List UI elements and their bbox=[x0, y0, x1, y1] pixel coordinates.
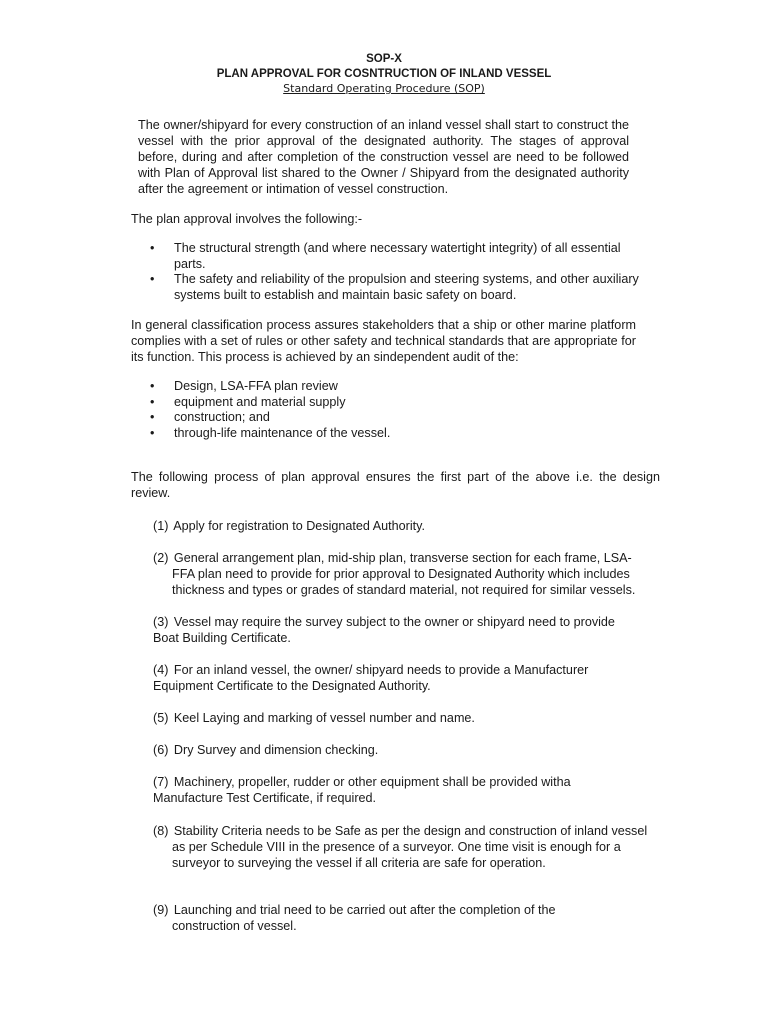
step-text: General arrangement plan, mid-ship plan, transverse section for each frame, LSA-FFA plan need to provide for prior approval to Designated Authority which includes thickness and types or grades of standard material, not required for similar vessels. bbox=[172, 551, 636, 597]
step-text: Vessel may require the survey subject to the owner or shipyard need to provide Boat Building Certificate. bbox=[153, 615, 615, 645]
process-intro: The following process of plan approval ensures the first part of the above i.e. the design review. bbox=[131, 470, 660, 500]
list-item: • equipment and material supply bbox=[150, 395, 630, 411]
step-7 bbox=[153, 774, 593, 806]
step-text: Dry Survey and dimension checking. bbox=[173, 743, 379, 757]
involves-list bbox=[150, 241, 650, 303]
step-number: (4) bbox=[153, 663, 169, 677]
step-text: Keel Laying and marking of vessel number and name. bbox=[173, 711, 475, 725]
involves-heading: The plan approval involves the following:- bbox=[131, 212, 363, 226]
step-1 bbox=[153, 518, 453, 534]
step-text: For an inland vessel, the owner/ shipyard needs to provide a Manufacturer Equipment Certificate to the Designated Authority. bbox=[153, 663, 589, 693]
step-text: Stability Criteria needs to be Safe as per the design and construction of inland vessel as per Schedule VIII in the presence of a surveyor. One time visit is enough for a surveyor to surveying the vessel if all criteria are safe for operation. bbox=[172, 824, 648, 870]
step-number: (7) bbox=[153, 775, 169, 789]
step-number: (8) bbox=[153, 824, 169, 838]
intro-paragraph: The owner/shipyard for every construction of an inland vessel shall start to construct the vessel with the prior approval of the designated authority. The stages of approval before, during and after completion of the construction vessel are need to be followed with Plan of Approval list shared to the Owner / Shipyard from the designated authority after the agreement or intimation of vessel construction. bbox=[138, 118, 629, 196]
step-9 bbox=[153, 902, 592, 934]
list-item: • construction; and bbox=[150, 410, 630, 426]
step-number: (2) bbox=[153, 551, 169, 565]
step-6 bbox=[153, 742, 553, 758]
list-item: • Design, LSA-FFA plan review bbox=[150, 379, 630, 395]
audit-list bbox=[150, 379, 630, 441]
step-2 bbox=[153, 550, 652, 598]
step-text: Apply for registration to Designated Authority. bbox=[173, 519, 425, 533]
step-number: (6) bbox=[153, 743, 169, 757]
step-5 bbox=[153, 710, 553, 726]
sop-code: SOP-X bbox=[366, 53, 402, 65]
document-title: PLAN APPROVAL FOR COSNTRUCTION OF INLAND VESSEL bbox=[216, 68, 552, 80]
step-number: (5) bbox=[153, 711, 169, 725]
step-4 bbox=[153, 662, 613, 694]
document-subtitle: Standard Operating Procedure (SOP) bbox=[283, 82, 485, 95]
step-3 bbox=[153, 614, 633, 646]
step-text: Launching and trial need to be carried out after the completion of the construction of vessel. bbox=[172, 903, 556, 933]
list-item: • through-life maintenance of the vessel. bbox=[150, 426, 630, 442]
classification-paragraph: In general classification process assures stakeholders that a ship or other marine platform complies with a set of rules or other safety and technical standards that are appropriate for its function. This process is achieved by an sindependent audit of the: bbox=[131, 318, 636, 364]
step-8 bbox=[153, 823, 652, 871]
list-item: • The structural strength (and where necessary watertight integrity) of all essential parts. bbox=[150, 241, 650, 272]
step-number: (1) bbox=[153, 519, 169, 533]
list-item: • The safety and reliability of the propulsion and steering systems, and other auxiliary systems built to establish and maintain basic safety on board. bbox=[150, 272, 650, 303]
step-number: (3) bbox=[153, 615, 169, 629]
step-number: (9) bbox=[153, 903, 169, 917]
step-text: Machinery, propeller, rudder or other equipment shall be provided witha Manufacture Test Certificate, if required. bbox=[153, 775, 571, 805]
